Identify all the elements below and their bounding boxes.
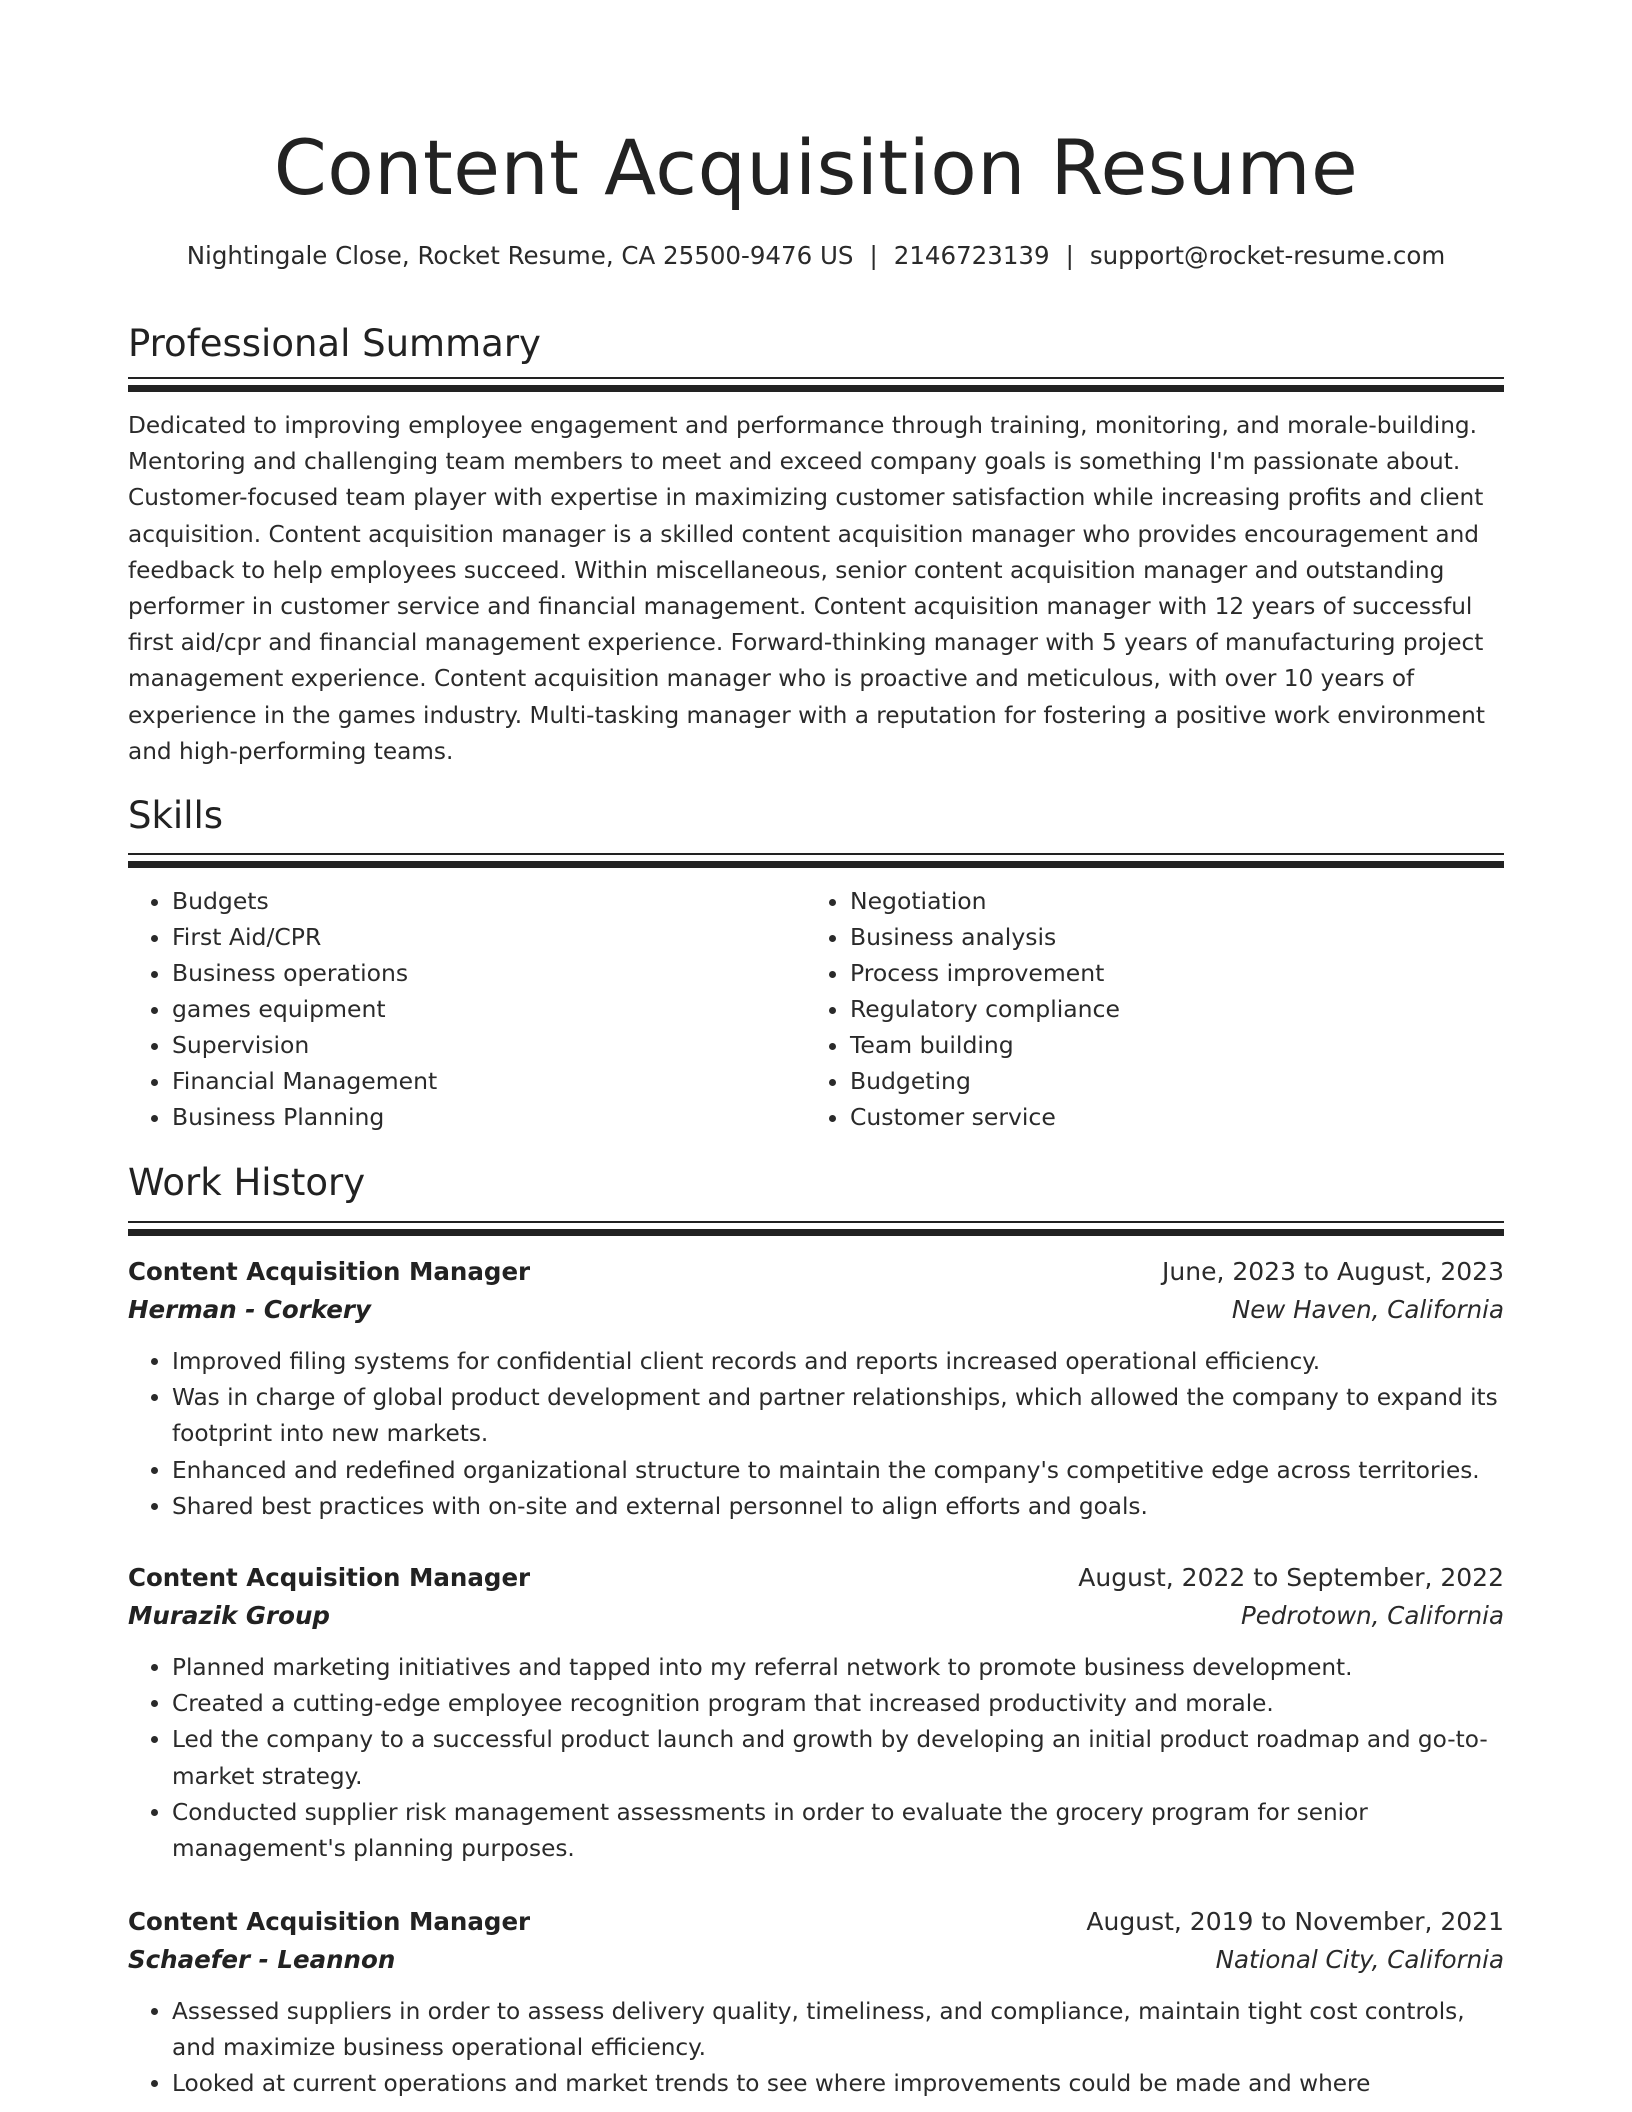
job-bullets	[128, 1650, 1504, 1867]
resume-title: Content Acquisition Resume	[273, 123, 1359, 212]
skill-item: • Process improvement	[850, 955, 1484, 991]
job-location: New Haven, California	[1231, 1295, 1504, 1324]
job-company: Herman - Corkery	[128, 1295, 371, 1324]
skill-item: • Supervision	[172, 1027, 806, 1063]
job-location: National City, California	[1215, 1945, 1504, 1974]
contact-address: Nightingale Close, Rocket Resume, CA 25500-9476 US	[186, 241, 854, 270]
job-bullet: • Enhanced and redefined organizational structure to maintain the company's competitive edge across territories.	[172, 1453, 1504, 1489]
job-title: Content Acquisition Manager	[128, 1257, 531, 1286]
job-bullets	[128, 1344, 1504, 1525]
job-bullet: • Improved filing systems for confidential client records and reports increased operational efficiency.	[172, 1344, 1504, 1380]
skill-item: • Budgets	[172, 883, 806, 919]
job-bullet: • Conducted supplier risk management assessments in order to evaluate the grocery program for senior management's planning purposes.	[172, 1795, 1504, 1867]
skill-item: • First Aid/CPR	[172, 919, 806, 955]
job-bullet: • Planned marketing initiatives and tapped into my referral network to promote business development.	[172, 1650, 1504, 1686]
skills-column-left	[128, 883, 806, 1135]
skills-heading: Skills	[128, 794, 224, 837]
skill-item: • Customer service	[850, 1099, 1484, 1135]
skills-list	[128, 883, 1504, 1135]
section-divider	[128, 1221, 1504, 1236]
job-entry	[128, 1254, 1504, 1525]
job-bullet: • Shared best practices with on-site and external personnel to align efforts and goals.	[172, 1489, 1504, 1525]
contact-separator: |	[869, 241, 878, 270]
job-title: Content Acquisition Manager	[128, 1907, 531, 1936]
job-bullet: • Led the company to a successful product launch and growth by developing an initial product roadmap and go-to-market strategy.	[172, 1722, 1504, 1794]
job-location: Pedrotown, California	[1241, 1601, 1504, 1630]
job-bullet: • Was in charge of global product development and partner relationships, which allowed the company to expand its footprint into new markets.	[172, 1380, 1504, 1452]
job-bullet: • Looked at current operations and market trends to see where improvements could be made and where	[172, 2066, 1504, 2102]
job-bullet: • Assessed suppliers in order to assess delivery quality, timeliness, and compliance, maintain tight cost controls, and maximize business operational efficiency.	[172, 1994, 1504, 2066]
skill-item: • Budgeting	[850, 1063, 1484, 1099]
contact-separator: |	[1065, 241, 1074, 270]
job-entry	[128, 1560, 1504, 1867]
job-bullet: • Created a cutting-edge employee recognition program that increased productivity and morale.	[172, 1686, 1504, 1722]
skill-item: • Financial Management	[172, 1063, 806, 1099]
job-company: Murazik Group	[128, 1601, 330, 1630]
summary-heading: Professional Summary	[128, 322, 541, 365]
skill-item: • Regulatory compliance	[850, 991, 1484, 1027]
job-entry	[128, 1904, 1504, 2103]
skills-column-right	[806, 883, 1484, 1135]
summary-text: Dedicated to improving employee engagement and performance through training, monitoring, and morale-building. Mentoring and challenging team members to meet and exceed company goals is something I'm passionate about. Customer-focused team player with expertise in maximizing customer satisfaction while increasing profits and client acquisition. Content acquisition manager is a skilled content acquisition manager who provides encouragement and feedback to help employees succeed. Within miscellaneous, senior content acquisition manager and outstanding performer in customer service and financial management. Content acquisition manager with 12 years of successful first aid/cpr and financial management experience. Forward-thinking manager with 5 years of manufacturing project management experience. Content acquisition manager who is proactive and meticulous, with over 10 years of experience in the games industry. Multi-tasking manager with a reputation for fostering a positive work environment and high-performing teams.	[128, 412, 1485, 765]
job-company: Schaefer - Leannon	[128, 1945, 396, 1974]
job-bullets	[128, 1994, 1504, 2103]
skill-item: • Team building	[850, 1027, 1484, 1063]
contact-phone: 2146723139	[893, 241, 1050, 270]
skill-item: • games equipment	[172, 991, 806, 1027]
section-divider	[128, 377, 1504, 392]
contact-line	[128, 238, 1504, 274]
contact-email: support@rocket-resume.com	[1089, 241, 1446, 270]
skill-item: • Negotiation	[850, 883, 1484, 919]
work-history-heading: Work History	[128, 1161, 366, 1204]
skill-item: • Business analysis	[850, 919, 1484, 955]
job-title: Content Acquisition Manager	[128, 1563, 531, 1592]
skill-item: • Business Planning	[172, 1099, 806, 1135]
job-dates: June, 2023 to August, 2023	[1162, 1257, 1504, 1286]
job-dates: August, 2019 to November, 2021	[1086, 1907, 1504, 1936]
section-divider	[128, 853, 1504, 868]
job-dates: August, 2022 to September, 2022	[1078, 1563, 1504, 1592]
skill-item: • Business operations	[172, 955, 806, 991]
